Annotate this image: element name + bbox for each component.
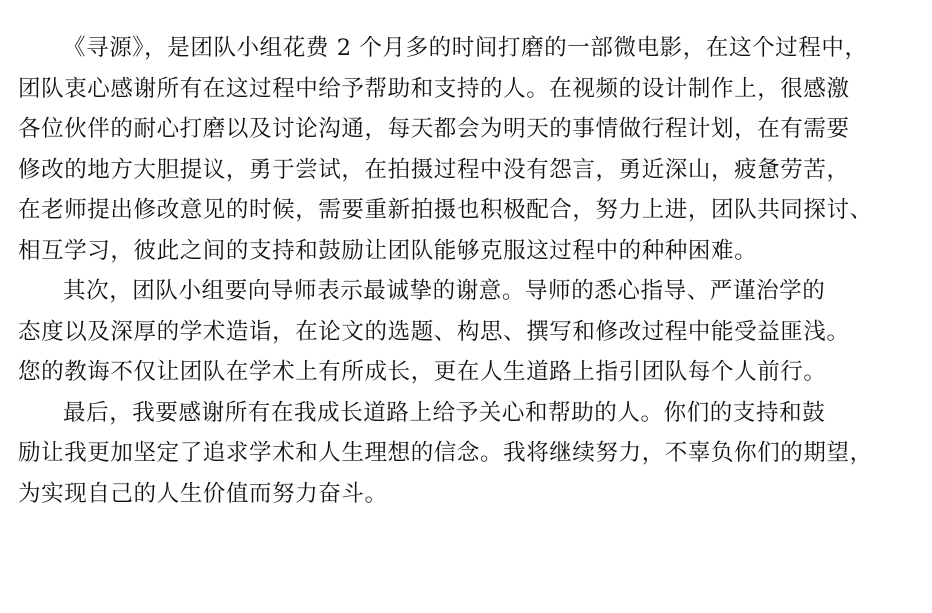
paragraph-line: 相互学习，彼此之间的支持和鼓励让团队能够克服这过程中的种种困难。 xyxy=(18,237,758,264)
paragraph-line: 励让我更加坚定了追求学术和人生理想的信念。我将继续努力，不辜负你们的期望， xyxy=(18,440,873,466)
paragraph-line: 为实现自己的人生价值而努力奋斗。 xyxy=(18,480,388,507)
paragraph-line: 最后，我要感谢所有在我成长道路上给予关心和帮助的人。你们的支持和鼓 xyxy=(63,399,826,426)
paragraph-line: 《寻源》，是团队小组花费 2 个月多的时间打磨的一部微电影，在这个过程中， xyxy=(63,35,868,61)
paragraph-line: 在老师提出修改意见的时候，需要重新拍摄也积极配合，努力上进，团队共同探讨、 xyxy=(18,197,873,223)
paragraph-film-thanks xyxy=(18,28,918,271)
paragraph-line: 各位伙伴的耐心打磨以及讨论沟通，每天都会为明天的事情做行程计划，在有需要 xyxy=(18,116,850,142)
paragraph-line: 其次，团队小组要向导师表示最诚挚的谢意。导师的悉心指导、严谨治学的 xyxy=(63,278,826,304)
paragraph-line: 您的教诲不仅让团队在学术上有所成长，更在人生道路上指引团队每个人前行。 xyxy=(18,359,827,385)
paragraph-line: 团队衷心感谢所有在这过程中给予帮助和支持的人。在视频的设计制作上，很感激 xyxy=(18,75,850,102)
paragraph-line: 修改的地方大胆提议，勇于尝试，在拍摄过程中没有怨言，勇近深山，疲惫劳苦， xyxy=(18,156,850,183)
paragraph-final-thanks xyxy=(18,393,918,515)
paragraph-line: 态度以及深厚的学术造诣，在论文的选题、构思、撰写和修改过程中能受益匪浅。 xyxy=(18,318,850,345)
document-body xyxy=(18,28,918,514)
paragraph-advisor-thanks xyxy=(18,271,918,393)
